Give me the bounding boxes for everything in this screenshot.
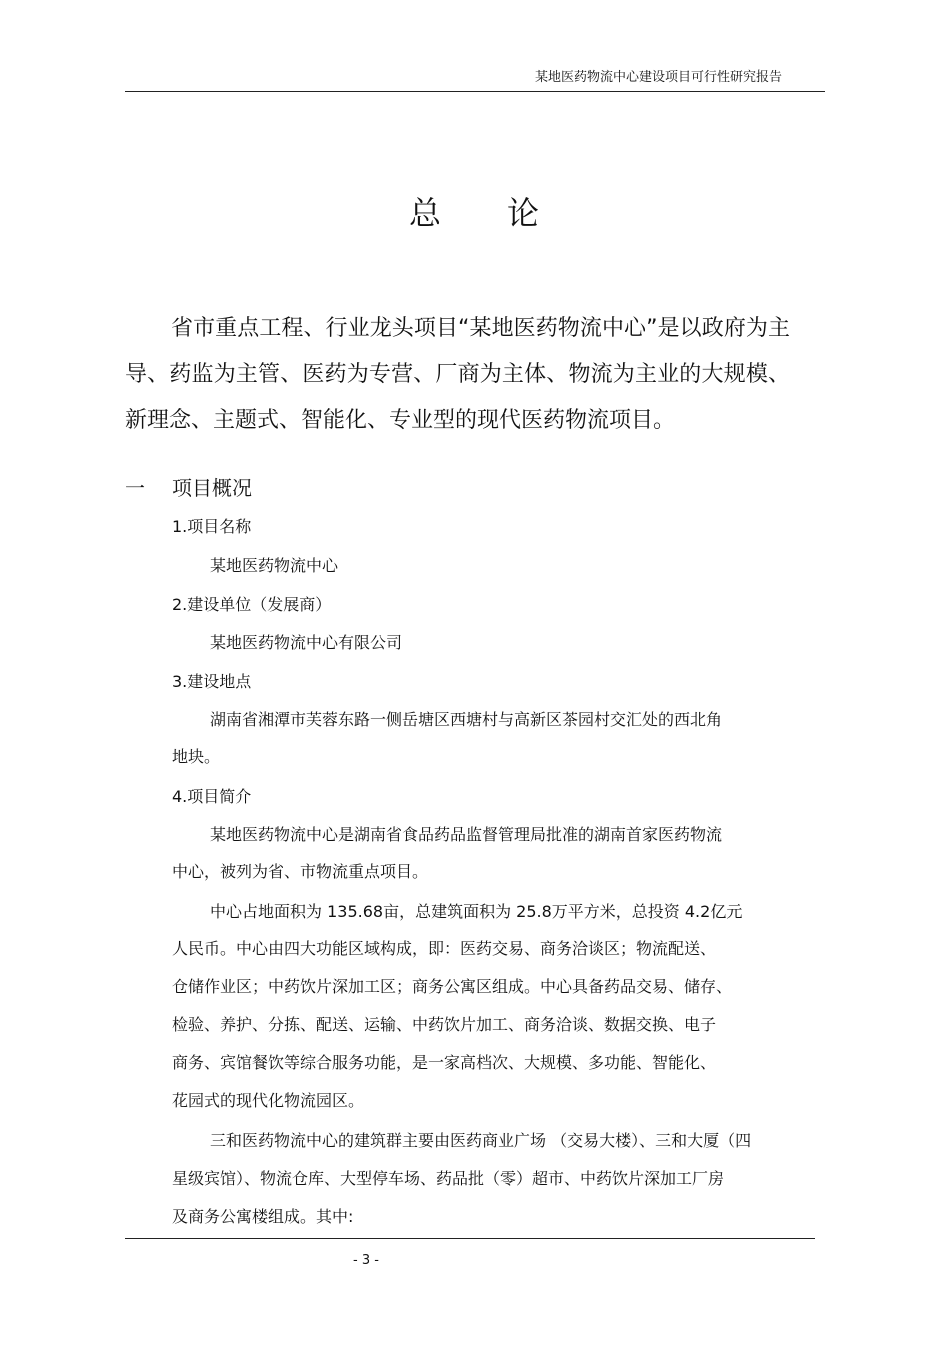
paragraph-line: 及商务公寓楼组成。其中:: [172, 1207, 354, 1226]
section-heading: [125, 472, 252, 501]
item-text: 某地医药物流中心有限公司: [210, 633, 403, 652]
paragraph-line: 中心占地面积为 135.68亩，总建筑面积为 25.8万平方米，总投资 4.2亿元: [210, 902, 743, 921]
title-char-2: 论: [507, 194, 542, 232]
footer-rule: [125, 1238, 815, 1239]
item-label: 1.项目名称: [172, 517, 252, 536]
item-text: 湖南省湘潭市芙蓉东路一侧岳塘区西塘村与高新区茶园村交汇处的西北角: [210, 710, 723, 729]
paragraph-line: 花园式的现代化物流园区。: [172, 1091, 365, 1110]
item-text: 某地医药物流中心是湖南省食品药品监督管理局批准的湖南首家医药物流: [210, 825, 723, 844]
item-text: 某地医药物流中心: [210, 556, 339, 575]
title-char-1: 总: [408, 194, 443, 232]
paragraph-line: 人民币。中心由四大功能区域构成，即：医药交易、商务洽谈区；物流配送、: [172, 939, 717, 958]
running-title: 某地医药物流中心建设项目可行性研究报告: [534, 70, 782, 85]
paragraph-line: 检验、养护、分拣、配送、运输、中药饮片加工、商务洽谈、数据交换、电子: [172, 1015, 717, 1034]
section-number: 一: [125, 476, 145, 500]
item-text: 地块。: [172, 747, 221, 766]
paragraph-line: 商务、宾馆餐饮等综合服务功能，是一家高档次、大规模、多功能、智能化、: [172, 1053, 717, 1072]
item-label: 3.建设地点: [172, 672, 252, 691]
item-text: 中心，被列为省、市物流重点项目。: [172, 862, 429, 881]
section-title: 项目概况: [172, 476, 252, 500]
paragraph-line: 仓储作业区；中药饮片深加工区；商务公寓区组成。中心具备药品交易、储存、: [172, 977, 733, 996]
intro-paragraph: 省市重点工程、行业龙头项目“某地医药物流中心”是以政府为主导、药监为主管、医药为专营、厂商为主体、物流为主业的大规模、新理念、主题式、智能化、专业型的现代医药物流项目。: [125, 316, 790, 433]
item-label: 4.项目简介: [172, 787, 252, 806]
page-title: [0, 188, 950, 234]
paragraph-line: 三和医药物流中心的建筑群主要由医药商业广场 （交易大楼）、三和大厦（四: [210, 1131, 752, 1150]
item-label: 2.建设单位（发展商）: [172, 595, 332, 614]
paragraph-line: 星级宾馆）、物流仓库、大型停车场、药品批（零）超市、中药饮片深加工厂房: [172, 1169, 725, 1188]
page-number: - 3 -: [353, 1253, 379, 1268]
header-rule: [125, 91, 825, 92]
